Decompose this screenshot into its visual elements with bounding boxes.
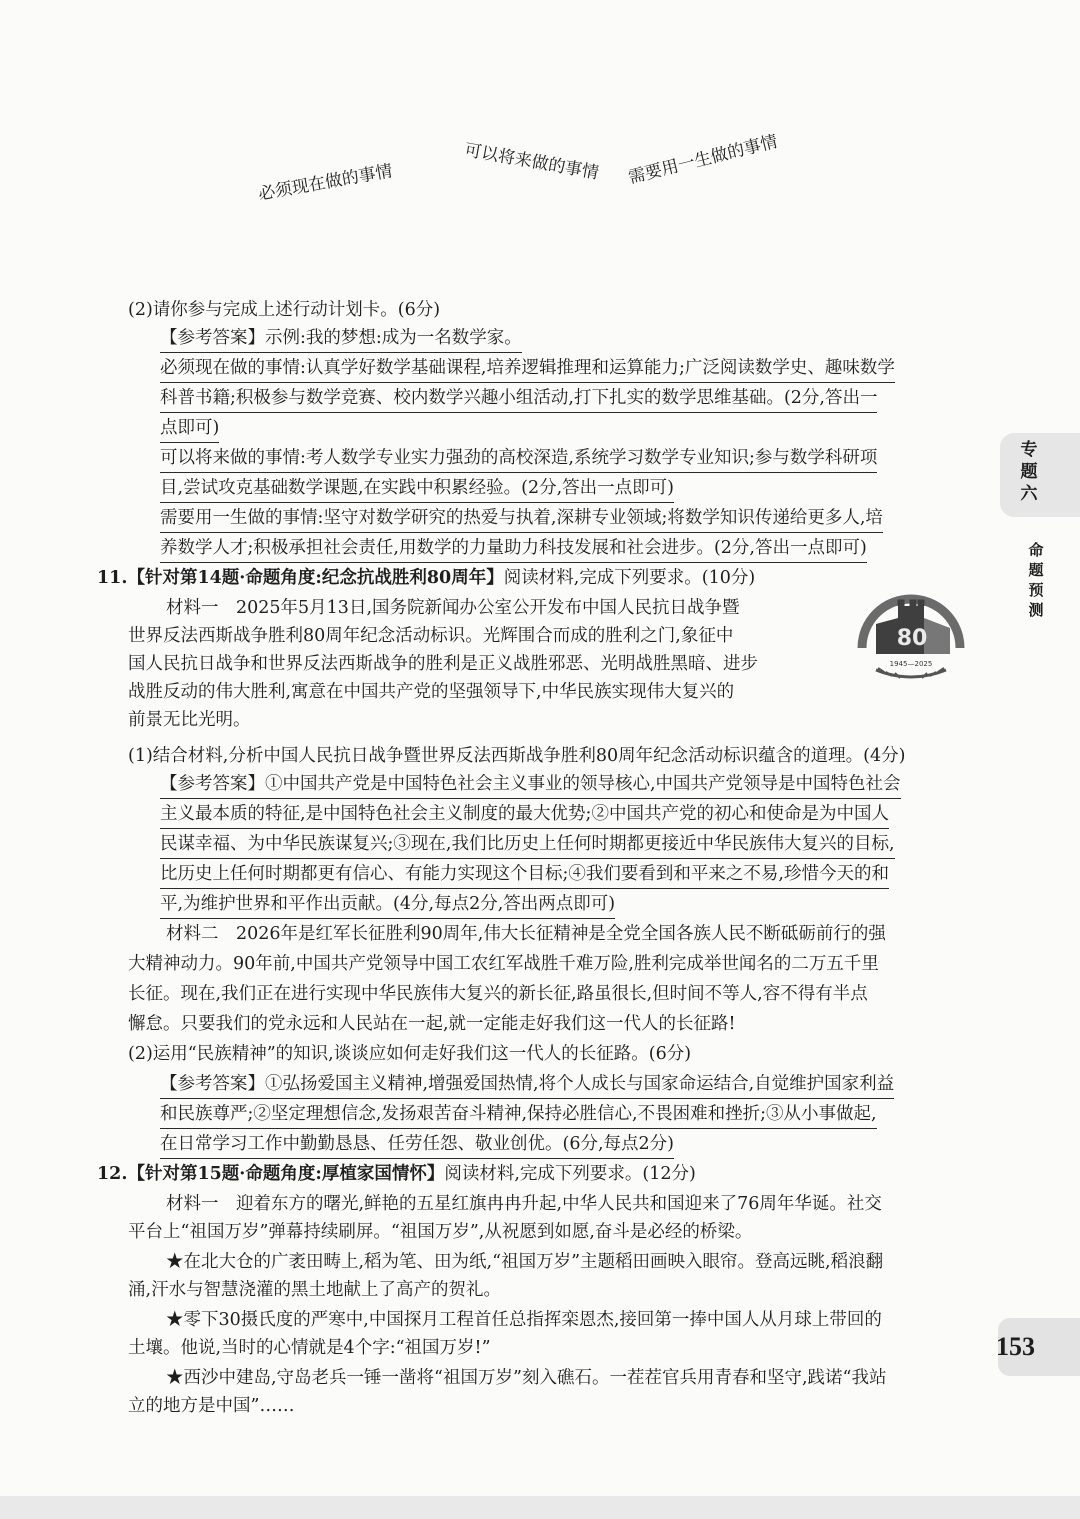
emblem-number: 80: [896, 626, 928, 651]
side-tab-char: 题: [1028, 561, 1044, 579]
question-11-instruction: 阅读材料,完成下列要求。(10分): [503, 568, 756, 588]
answer-line: 民谋幸福、为中华民族谋复兴;③现在,我们比历史上任何时期都更接近中华民族伟大复兴的目标,: [160, 832, 895, 859]
label-must-do-now: 必须现在做的事情: [256, 161, 395, 205]
side-tab-topic: [1000, 433, 1080, 517]
bottom-strip: [0, 1496, 1080, 1519]
side-tab-char: 测: [1028, 601, 1044, 619]
answer-line: 比历史上任何时期都更有信心、有能力实现这个目标;④我们要看到和平来之不易,珍惜今天的和: [160, 862, 889, 889]
material-12-line: 材料一 迎着东方的曙光,鲜艳的五星红旗冉冉升起,中华人民共和国迎来了76周年华诞。社交: [166, 1194, 882, 1214]
answer-line: 必须现在做的事情:认真学好数学基础课程,培养逻辑推理和运算能力;广泛阅读数学史、趣味数学: [160, 356, 895, 383]
side-tab-char: 预: [1028, 581, 1044, 599]
answer-line: 养数学人才;积极承担社会责任,用数学的力量助力科技发展和社会进步。(2分,答出一点即可): [160, 536, 867, 563]
emblem-wall: [924, 618, 950, 654]
label-lifetime: 需要用一生做的事情: [626, 131, 780, 189]
material-12-line: ★在北大仓的广袤田畴上,稻为笔、田为纸,“祖国万岁”主题稻田画映入眼帘。登高远眺,稻浪翻: [166, 1252, 884, 1272]
question-11-tag: 11.【针对第14题·命题角度:纪念抗战胜利80周年】: [97, 568, 504, 588]
page-number: 153: [996, 1332, 1035, 1361]
material-12-line: ★西沙中建岛,守岛老兵一锤一凿将“祖国万岁”刻入礁石。一茬茬官兵用青春和坚守,践诺“我站: [166, 1368, 887, 1388]
question-12-heading: [97, 1162, 696, 1186]
material-1-line: 国人民抗日战争和世界反法西斯战争的胜利是正义战胜邪恶、光明战胜黑暗、进步: [128, 654, 758, 674]
side-tab-section: [1020, 540, 1080, 624]
material-1-line: 前景无比光明。: [128, 710, 251, 730]
material-2-line: 大精神动力。90年前,中国共产党领导中国工农红军战胜千难万险,胜利完成举世闻名的二万五千里: [128, 954, 879, 974]
emblem-years: 1945—2025: [889, 660, 933, 668]
material-1-line: 战胜反动的伟大胜利,寓意在中国共产党的坚强领导下,中华民族实现伟大复兴的: [128, 682, 735, 702]
answer-line: 目,尝试攻克基础数学课题,在实践中积累经验。(2分,答出一点即可): [160, 476, 674, 503]
material-12-line: 涌,汗水与智慧浇灌的黑土地献上了高产的贺礼。: [128, 1280, 502, 1300]
answer-line: 可以将来做的事情:考人数学专业实力强劲的高校深造,系统学习数学专业知识;参与数学科研项: [160, 446, 877, 473]
question-12-instruction: 阅读材料,完成下列要求。(12分): [444, 1164, 696, 1184]
material-2-line: 材料二 2026年是红军长征胜利90周年,伟大长征精神是全党全国各族人民不断砥砺前行的强: [166, 924, 886, 944]
answer-line: 在日常学习工作中勤勤恳恳、任劳任怨、敬业创优。(6分,每点2分): [160, 1132, 674, 1159]
label-can-do-later: 可以将来做的事情: [462, 140, 601, 184]
victory-80-emblem: [854, 588, 968, 684]
material-12-line: 立的地方是中国”……: [128, 1396, 295, 1416]
answer-line: 主义最本质的特征,是中国特色社会主义制度的最大优势;②中国共产党的初心和使命是为中国人: [160, 802, 889, 829]
question-10-2: (2)请你参与完成上述行动计划卡。(6分): [128, 300, 441, 320]
material-12-line: 土壤。他说,当时的心情就是4个字:“祖国万岁!”: [128, 1338, 491, 1358]
question-12-tag: 12.【针对第15题·命题角度:厚植家国情怀】: [97, 1164, 445, 1184]
side-tab-char: 命: [1028, 541, 1044, 559]
side-tab-char: 六: [1020, 484, 1038, 504]
question-11-2: (2)运用“民族精神”的知识,谈谈应如何走好我们这一代人的长征路。(6分): [128, 1044, 692, 1064]
emblem-battlements: [898, 600, 924, 606]
material-2-line: 懈怠。只要我们的党永远和人民站在一起,就一定能走好我们这一代人的长征路!: [128, 1014, 736, 1034]
material-1-line: 材料一 2025年5月13日,国务院新闻办公室公开发布中国人民抗日战争暨: [166, 598, 740, 618]
answer-line: 【参考答案】①中国共产党是中国特色社会主义事业的领导核心,中国共产党领导是中国特色社会: [160, 772, 901, 799]
question-11-1: (1)结合材料,分析中国人民抗日战争暨世界反法西斯战争胜利80周年纪念活动标识蕴含的道理。(4分): [128, 746, 906, 766]
side-tab-char: 专: [1020, 440, 1038, 460]
answer-line: 需要用一生做的事情:坚守对数学研究的热爱与执着,深耕专业领域;将数学知识传递给更多人,培: [160, 506, 883, 533]
answer-line: 【参考答案】①弘扬爱国主义精神,增强爱国热情,将个人成长与国家命运结合,自觉维护国家利益: [160, 1072, 894, 1099]
question-11-heading: [97, 566, 755, 590]
answer-line: 点即可): [160, 416, 219, 443]
answer-line: 平,为维护世界和平作出贡献。(4分,每点2分,答出两点即可): [160, 892, 615, 919]
answer-line: 【参考答案】示例:我的梦想:成为一名数学家。: [160, 326, 522, 353]
material-2-line: 长征。现在,我们正在进行实现中华民族伟大复兴的新长征,路虽很长,但时间不等人,容不得有半点: [128, 984, 868, 1004]
material-1-line: 世界反法西斯战争胜利80周年纪念活动标识。光辉围合而成的胜利之门,象征中: [128, 626, 734, 646]
material-12-line: ★零下30摄氏度的严寒中,中国探月工程首任总指挥栾恩杰,接回第一捧中国人从月球上带回的: [166, 1310, 882, 1330]
answer-line: 科普书籍;积极参与数学竞赛、校内数学兴趣小组活动,打下扎实的数学思维基础。(2分,答出一: [160, 386, 877, 413]
side-tab-char: 题: [1020, 462, 1038, 482]
answer-line: 和民族尊严;②坚定理想信念,发扬艰苦奋斗精神,保持必胜信心,不畏困难和挫折;③从小事做起,: [160, 1102, 877, 1129]
material-12-line: 平台上“祖国万岁”弹幕持续刷屏。“祖国万岁”,从祝愿到如愿,奋斗是必经的桥梁。: [128, 1222, 753, 1242]
